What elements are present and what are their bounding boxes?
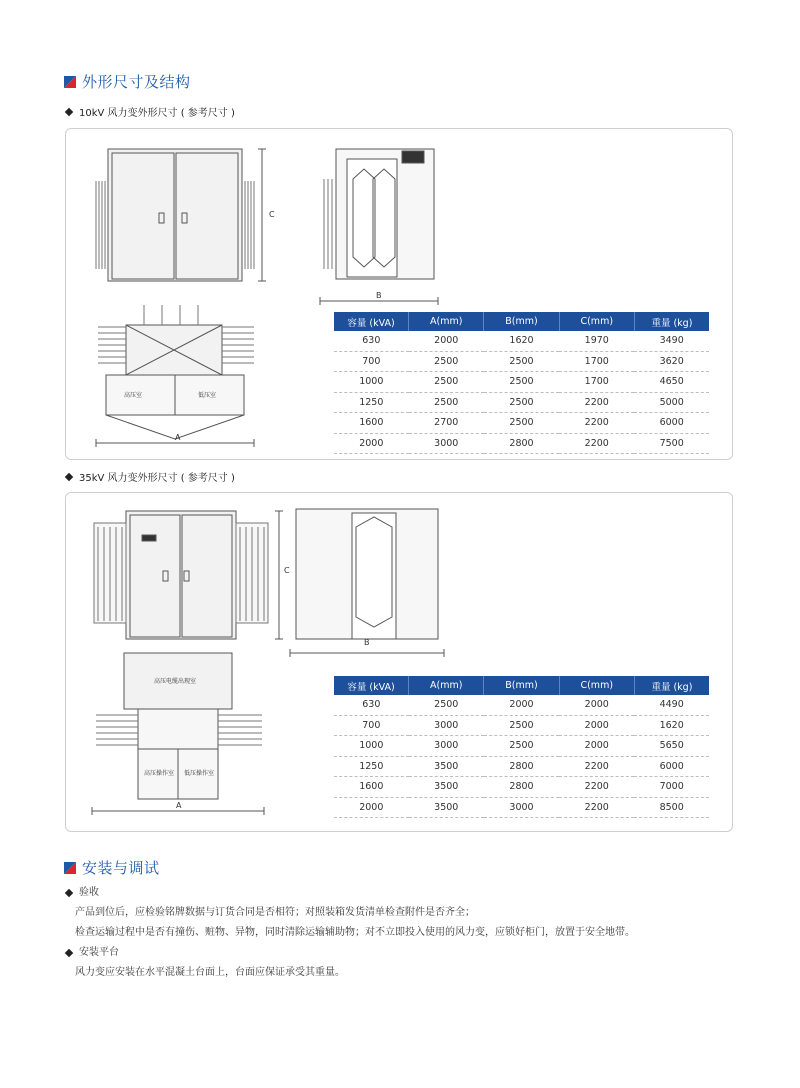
table-cell: 2500 bbox=[409, 372, 484, 393]
table-row bbox=[334, 777, 709, 798]
table-header-cell: A(mm) bbox=[409, 312, 484, 331]
bullet-diamond-icon bbox=[65, 889, 73, 897]
item-title-platform: 安装平台 bbox=[66, 943, 626, 963]
table-row bbox=[334, 331, 709, 351]
label-hv-room: 高压室 bbox=[124, 392, 143, 399]
table-cell: 700 bbox=[334, 351, 409, 372]
paragraph: 产品到位后，应检验铭牌数据与订货合同是否相符；对照装箱发货清单检查附件是否齐全； bbox=[75, 907, 475, 918]
label-c: C bbox=[284, 566, 290, 575]
table-cell: 2800 bbox=[484, 433, 559, 454]
spec-table-10kv bbox=[334, 312, 709, 454]
table-cell: 2200 bbox=[559, 392, 634, 413]
bullet-diamond-icon bbox=[65, 472, 73, 480]
table-row bbox=[334, 715, 709, 736]
table-cell: 2700 bbox=[409, 413, 484, 434]
table-cell: 1600 bbox=[334, 413, 409, 434]
table-cell: 2200 bbox=[559, 756, 634, 777]
table-row bbox=[334, 756, 709, 777]
table-cell: 2200 bbox=[559, 777, 634, 798]
table-cell: 5650 bbox=[634, 736, 709, 757]
table-row bbox=[334, 372, 709, 393]
bullet-diamond-icon bbox=[65, 949, 73, 957]
paragraph: 检查运输过程中是否有撞伤、赃物、异物，同时清除运输辅助物；对不立即投入使用的风力变，应锁好柜门，放置于安全地带。 bbox=[75, 927, 635, 938]
table-cell: 2500 bbox=[484, 392, 559, 413]
table-cell: 2000 bbox=[409, 331, 484, 351]
table-cell: 1250 bbox=[334, 392, 409, 413]
table-cell: 2200 bbox=[559, 797, 634, 818]
table-header-cell: 重量 (kg) bbox=[634, 676, 709, 695]
table-cell: 2500 bbox=[409, 695, 484, 715]
table-cell: 2500 bbox=[484, 736, 559, 757]
table-cell: 3490 bbox=[634, 331, 709, 351]
paragraph: 风力变应安装在水平混凝土台面上，台面应保证承受其重量。 bbox=[75, 967, 345, 978]
table-cell: 2500 bbox=[484, 372, 559, 393]
table-cell: 7000 bbox=[634, 777, 709, 798]
table-cell: 700 bbox=[334, 715, 409, 736]
table-header-cell: B(mm) bbox=[484, 312, 559, 331]
table-cell: 2800 bbox=[484, 777, 559, 798]
table-row bbox=[334, 736, 709, 757]
table-row bbox=[334, 413, 709, 434]
table-cell: 630 bbox=[334, 331, 409, 351]
table-cell: 2500 bbox=[484, 715, 559, 736]
label-c: C bbox=[269, 210, 275, 219]
table-cell: 2200 bbox=[559, 413, 634, 434]
subsection-10kv-title: 10kV 风力变外形尺寸 ( 参考尺寸 ) bbox=[66, 104, 235, 119]
section-title: 安装与调试 bbox=[82, 859, 160, 877]
table-cell: 1700 bbox=[559, 351, 634, 372]
spec-table-35kv bbox=[334, 676, 709, 818]
table-header-cell: A(mm) bbox=[409, 676, 484, 695]
table-cell: 2500 bbox=[409, 351, 484, 372]
section-flag-icon bbox=[64, 862, 76, 874]
table-cell: 1620 bbox=[634, 715, 709, 736]
table-cell: 2800 bbox=[484, 756, 559, 777]
table-header-row bbox=[334, 676, 709, 695]
table-header-cell: 容量 (kVA) bbox=[334, 312, 409, 331]
bullet-diamond-icon bbox=[65, 107, 73, 115]
table-cell: 6000 bbox=[634, 413, 709, 434]
table-cell: 2200 bbox=[559, 433, 634, 454]
table-cell: 1970 bbox=[559, 331, 634, 351]
label-lv-op-room: 低压操作室 bbox=[184, 770, 215, 777]
label-b: B bbox=[364, 638, 370, 647]
table-cell: 5000 bbox=[634, 392, 709, 413]
panel-10kv bbox=[65, 128, 733, 460]
installation-content bbox=[75, 883, 635, 983]
label-b: B bbox=[376, 291, 382, 300]
section-title: 外形尺寸及结构 bbox=[82, 73, 191, 91]
table-cell: 630 bbox=[334, 695, 409, 715]
table-cell: 3500 bbox=[409, 797, 484, 818]
table-cell: 2000 bbox=[559, 715, 634, 736]
table-cell: 3000 bbox=[409, 715, 484, 736]
table-cell: 2000 bbox=[484, 695, 559, 715]
table-cell: 4490 bbox=[634, 695, 709, 715]
table-cell: 2500 bbox=[484, 351, 559, 372]
subsection-35kv-title: 35kV 风力变外形尺寸 ( 参考尺寸 ) bbox=[66, 469, 235, 484]
table-row bbox=[334, 392, 709, 413]
table-row bbox=[334, 351, 709, 372]
item-title-acceptance: 验收 bbox=[66, 883, 626, 903]
section-flag-icon bbox=[64, 76, 76, 88]
table-cell: 2000 bbox=[334, 433, 409, 454]
table-header-cell: B(mm) bbox=[484, 676, 559, 695]
table-cell: 1000 bbox=[334, 736, 409, 757]
table-row bbox=[334, 433, 709, 454]
table-cell: 2500 bbox=[409, 392, 484, 413]
table-row bbox=[334, 797, 709, 818]
table-cell: 7500 bbox=[634, 433, 709, 454]
table-row bbox=[334, 695, 709, 715]
table-header-row bbox=[334, 312, 709, 331]
panel-35kv bbox=[65, 492, 733, 832]
table-cell: 3500 bbox=[409, 756, 484, 777]
table-cell: 4650 bbox=[634, 372, 709, 393]
table-cell: 6000 bbox=[634, 756, 709, 777]
table-cell: 1250 bbox=[334, 756, 409, 777]
table-header-cell: C(mm) bbox=[559, 676, 634, 695]
table-cell: 3000 bbox=[409, 736, 484, 757]
label-a: A bbox=[175, 433, 181, 442]
label-lv-room: 低压室 bbox=[198, 392, 217, 399]
table-cell: 1620 bbox=[484, 331, 559, 351]
table-header-cell: C(mm) bbox=[559, 312, 634, 331]
table-cell: 3620 bbox=[634, 351, 709, 372]
table-cell: 2000 bbox=[334, 797, 409, 818]
table-cell: 1600 bbox=[334, 777, 409, 798]
table-cell: 1700 bbox=[559, 372, 634, 393]
table-cell: 1000 bbox=[334, 372, 409, 393]
table-cell: 2500 bbox=[484, 413, 559, 434]
section-header-installation bbox=[64, 857, 160, 878]
label-a: A bbox=[176, 801, 182, 810]
label-hv-op-room: 高压操作室 bbox=[144, 770, 175, 777]
table-cell: 3000 bbox=[484, 797, 559, 818]
table-cell: 8500 bbox=[634, 797, 709, 818]
table-header-cell: 容量 (kVA) bbox=[334, 676, 409, 695]
section-header-dimensions bbox=[64, 71, 191, 92]
table-cell: 2000 bbox=[559, 695, 634, 715]
table-cell: 3500 bbox=[409, 777, 484, 798]
label-hv-cable-room: 高压电缆出现室 bbox=[154, 678, 197, 685]
table-header-cell: 重量 (kg) bbox=[634, 312, 709, 331]
table-cell: 2000 bbox=[559, 736, 634, 757]
table-cell: 3000 bbox=[409, 433, 484, 454]
